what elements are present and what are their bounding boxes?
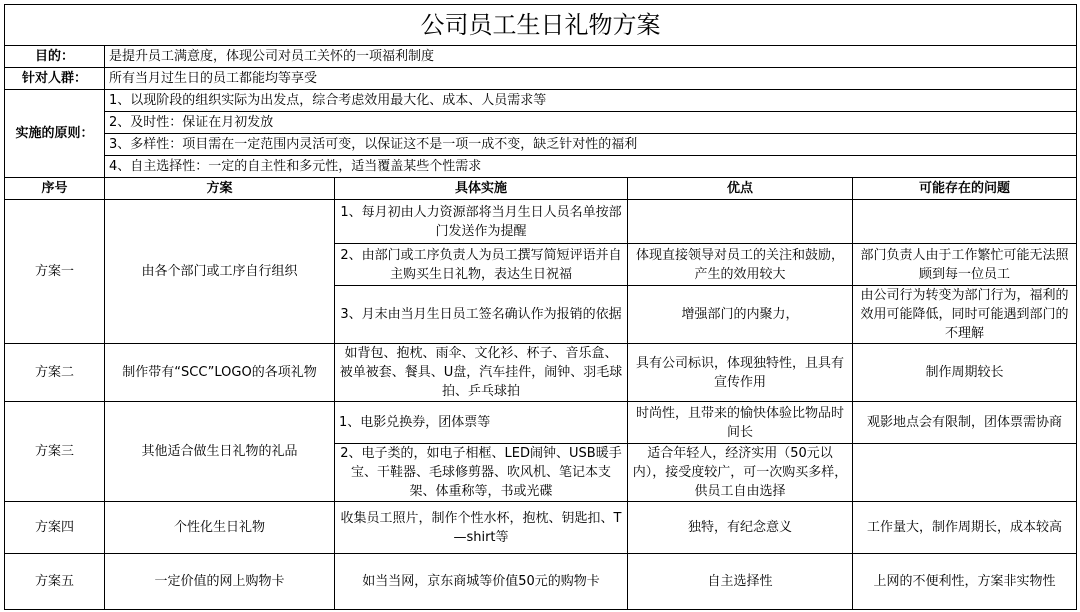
plan-pros: 自主选择性 — [628, 554, 853, 610]
target-label: 针对人群： — [5, 68, 105, 90]
plan-pros: 适合年轻人，经济实用（50元以内），接受度较广，可一次购买多样，供员工自由选择 — [628, 444, 853, 502]
plan-no: 方案四 — [5, 502, 105, 554]
plan-impl: 如当当网，京东商城等价值50元的购物卡 — [335, 554, 628, 610]
plan-pros: 具有公司标识，体现独特性，且具有宣传作用 — [628, 344, 853, 402]
plan-no: 方案一 — [5, 200, 105, 344]
plan-cons — [853, 444, 1077, 502]
principle-item: 2、及时性：保证在月初发放 — [105, 112, 1077, 134]
purpose-text: 是提升员工满意度，体现公司对员工关怀的一项福利制度 — [105, 46, 1077, 68]
plan-cons: 观影地点会有限制，团体票需协商 — [853, 402, 1077, 444]
plan-step: 3、月末由当月生日员工签名确认作为报销的依据 — [335, 286, 628, 344]
principles-label: 实施的原则： — [5, 90, 105, 178]
plan-pros: 增强部门的内聚力， — [628, 286, 853, 344]
plan-no: 方案五 — [5, 554, 105, 610]
plan-cons: 制作周期较长 — [853, 344, 1077, 402]
principle-item: 1、以现阶段的组织实际为出发点，综合考虑效用最大化、成本、人员需求等 — [105, 90, 1077, 112]
header-impl: 具体实施 — [335, 178, 628, 200]
header-cons: 可能存在的问题 — [853, 178, 1077, 200]
plan-cons: 上网的不便利性，方案非实物性 — [853, 554, 1077, 610]
plan-name: 个性化生日礼物 — [105, 502, 335, 554]
principle-item: 3、多样性：项目需在一定范围内灵活可变，以保证这不是一项一成不变，缺乏针对性的福利 — [105, 134, 1077, 156]
plan-pros: 独特，有纪念意义 — [628, 502, 853, 554]
header-pros: 优点 — [628, 178, 853, 200]
plan-name: 制作带有“SCC”LOGO的各项礼物 — [105, 344, 335, 402]
plan-pros: 时尚性，且带来的愉快体验比物品时间长 — [628, 402, 853, 444]
plan-no: 方案二 — [5, 344, 105, 402]
plan-step: 1、每月初由人力资源部将当月生日人员名单按部门发送作为提醒 — [335, 200, 628, 244]
purpose-label: 目的： — [5, 46, 105, 68]
plan-cons: 工作量大，制作周期长，成本较高 — [853, 502, 1077, 554]
plan-cons: 部门负责人由于工作繁忙可能无法照顾到每一位员工 — [853, 244, 1077, 286]
principle-item: 4、自主选择性：一定的自主性和多元性，适当覆盖某些个性需求 — [105, 156, 1077, 178]
plan-pros: 体现直接领导对员工的关注和鼓励，产生的效用较大 — [628, 244, 853, 286]
target-text: 所有当月过生日的员工都能均等享受 — [105, 68, 1077, 90]
header-no: 序号 — [5, 178, 105, 200]
plan-name: 一定价值的网上购物卡 — [105, 554, 335, 610]
header-plan: 方案 — [105, 178, 335, 200]
plan-no: 方案三 — [5, 402, 105, 502]
plan-impl: 如背包、抱枕、雨伞、文化衫、杯子、音乐盒、被单被套、餐具、U盘，汽车挂件，闹钟、羽毛球拍、乒乓球拍 — [335, 344, 628, 402]
plan-name: 其他适合做生日礼物的礼品 — [105, 402, 335, 502]
plan-impl: 收集员工照片，制作个性水杯，抱枕、钥匙扣、T—shirt等 — [335, 502, 628, 554]
plan-pros — [628, 200, 853, 244]
plan-name: 由各个部门或工序自行组织 — [105, 200, 335, 344]
plan-cons: 由公司行为转变为部门行为，福利的效用可能降低，同时可能遇到部门的不理解 — [853, 286, 1077, 344]
plan-step: 2、电子类的，如电子相框、LED闹钟、USB暖手宝、干鞋器、毛球修剪器、吹风机、笔记本支架、体重称等，书或光碟 — [335, 444, 628, 502]
plan-step: 2、由部门或工序负责人为员工撰写简短评语并自主购买生日礼物，表达生日祝福 — [335, 244, 628, 286]
gift-plan-table — [4, 4, 1077, 610]
page-title: 公司员工生日礼物方案 — [5, 5, 1077, 46]
plan-cons — [853, 200, 1077, 244]
plan-step: 1、电影兑换券，团体票等 — [335, 402, 628, 444]
